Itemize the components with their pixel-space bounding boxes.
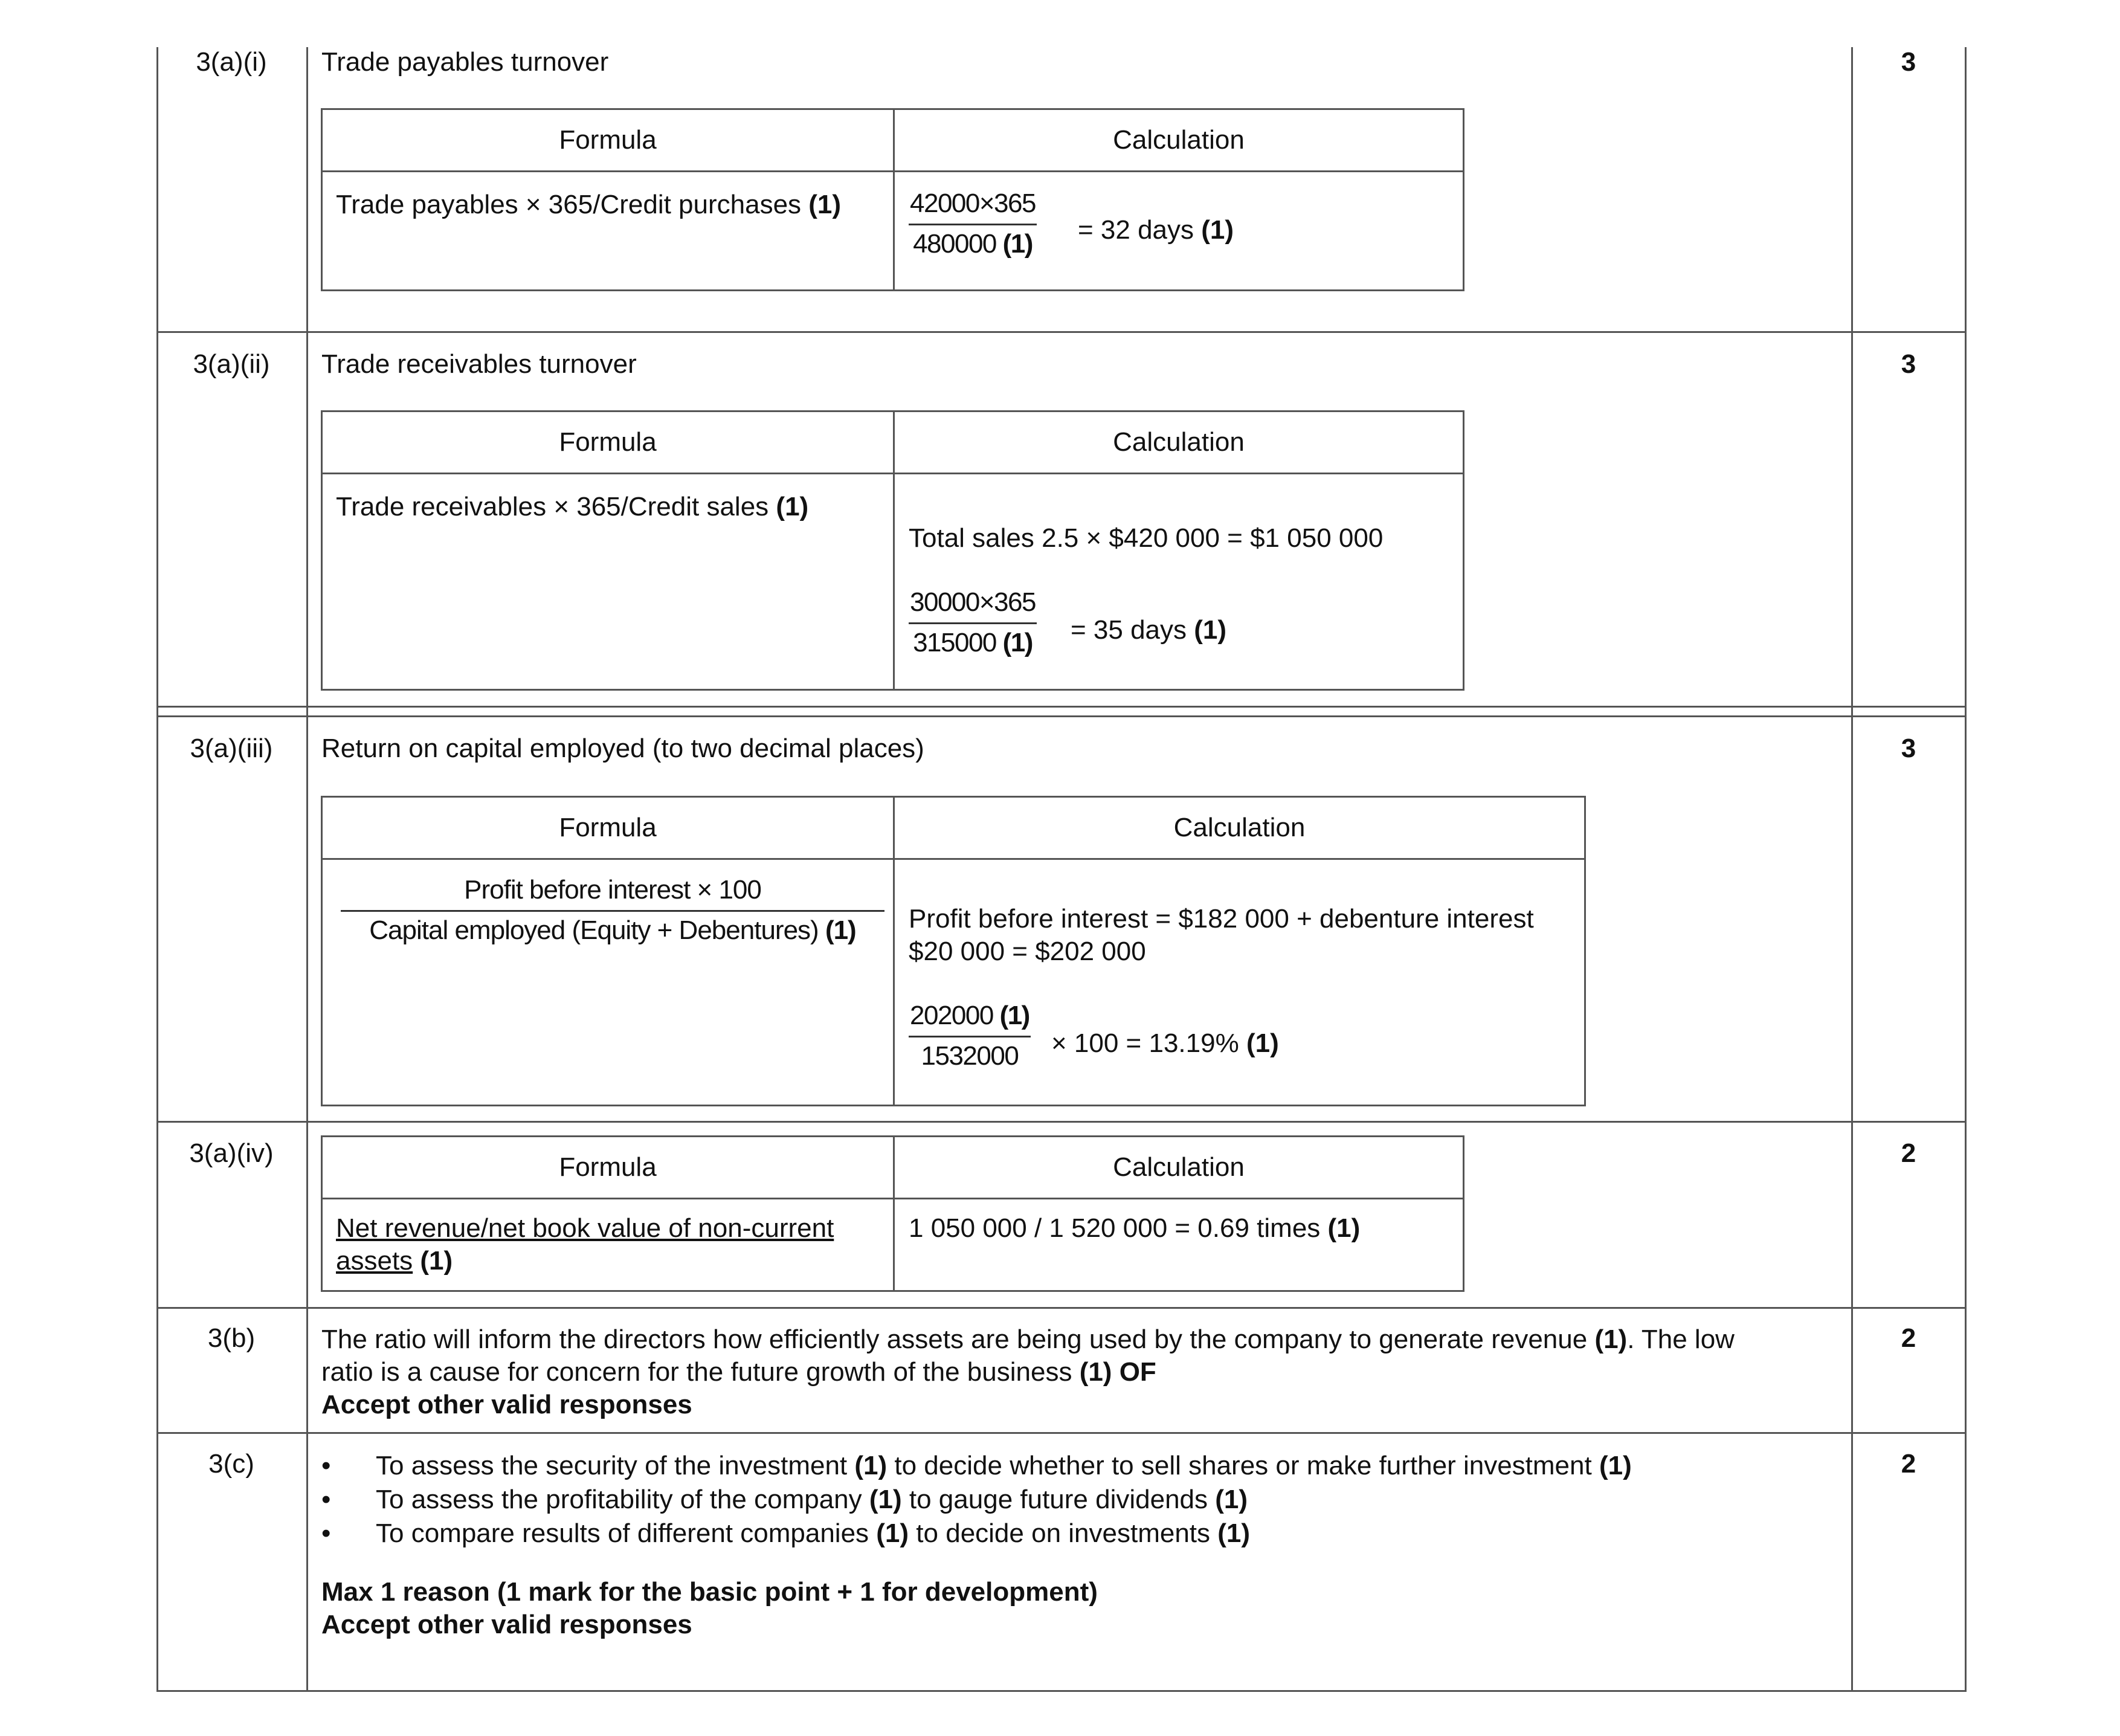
frame-bottom-border: [156, 1690, 1967, 1692]
answer-notes: Max 1 reason (1 mark for the basic point + 1 for development) Accept other valid responses: [321, 1577, 1098, 1639]
question-number: 3(a)(iv): [189, 1138, 274, 1168]
list-item: • To assess the profitability of the company (1) to gauge future dividends (1): [321, 1483, 1632, 1517]
frame-col-divider-2: [1851, 47, 1853, 1692]
row-heading: Trade receivables turnover: [321, 349, 637, 379]
formula-header: Formula: [559, 427, 657, 457]
calculation-line: Profit before interest = $182 000 + debenture interest $20 000 = $202 000: [909, 904, 1534, 966]
bullet-icon: •: [321, 1485, 331, 1514]
calculation-fraction: $\frac{202000 (1)}{1532000}$: [910, 1001, 1029, 1071]
calculation-result: × 100 = 13.19% (1): [1051, 1028, 1279, 1058]
frame-left-border: [156, 47, 158, 1692]
formula-header: Formula: [559, 813, 657, 842]
list-item: • To compare results of different companies (1) to decide on investments (1): [321, 1517, 1632, 1550]
row-divider: [156, 715, 1967, 717]
list-item: • To assess the security of the investment (1) to decide whether to sell shares or make further investment (1): [321, 1449, 1632, 1483]
formula-cell: Trade receivables × 365/Credit sales (1): [336, 492, 809, 521]
row-divider: [156, 331, 1967, 333]
calculation-cell: 1 050 000 / 1 520 000 = 0.69 times (1): [909, 1213, 1361, 1243]
calculation-result: = 35 days (1): [1071, 615, 1227, 645]
bullet-list: [321, 1449, 1632, 1550]
marks-value: 2: [1901, 1449, 1916, 1479]
calculation-header: Calculation: [1113, 1152, 1245, 1182]
marks-value: 3: [1901, 349, 1916, 379]
row-heading: Return on capital employed (to two decimal places): [321, 734, 924, 763]
calculation-header: Calculation: [1173, 813, 1306, 842]
formula-header: Formula: [559, 125, 657, 155]
formula-cell: Trade payables × 365/Credit purchases (1): [336, 190, 842, 219]
question-number: 3(c): [208, 1449, 254, 1479]
row-divider: [156, 1432, 1967, 1434]
calculation-fraction: $\frac{30000\times 365}{315000 (1)}$: [910, 587, 1036, 657]
formula-calculation-table: [321, 1135, 1464, 1292]
calculation-line: Total sales 2.5 × $420 000 = $1 050 000: [909, 523, 1384, 553]
formula-fraction: Profit before interest × 100 Capital employed (Equity + Debentures) (1): [341, 875, 884, 946]
marks-value: 2: [1901, 1323, 1916, 1353]
bullet-icon: •: [321, 1518, 331, 1548]
frame-col-divider-1: [306, 47, 308, 1692]
formula-calculation-table: [321, 410, 1464, 691]
question-number: 3(b): [207, 1323, 256, 1353]
calculation-header: Calculation: [1113, 125, 1245, 155]
question-number: 3(a)(iii): [190, 734, 273, 763]
marks-value: 3: [1901, 47, 1916, 77]
formula-cell: Net revenue/net book value of non-current assets (1): [336, 1213, 834, 1276]
question-number: 3(a)(i): [196, 47, 267, 77]
row-heading: Trade payables turnover: [321, 47, 609, 77]
formula-header: Formula: [559, 1152, 657, 1182]
row-divider: [156, 1307, 1967, 1309]
frame-right-border: [1965, 47, 1967, 1692]
bullet-icon: •: [321, 1451, 331, 1480]
calculation-header: Calculation: [1113, 427, 1245, 457]
question-number: 3(a)(ii): [193, 349, 270, 379]
answer-paragraph: The ratio will inform the directors how efficiently assets are being used by the company to generate revenue (1). The low ratio is a cause for concern for the future growth of the business (1) OF Accept other valid responses: [321, 1325, 1735, 1419]
calculation-fraction: $\frac{42000\times 365}{480000 (1)}$: [910, 189, 1036, 259]
formula-calculation-table: [321, 796, 1586, 1106]
calculation-result: = 32 days (1): [1078, 215, 1234, 245]
row-divider: [156, 706, 1967, 708]
row-divider: [156, 1121, 1967, 1123]
formula-calculation-table: [321, 108, 1464, 291]
marks-value: 3: [1901, 734, 1916, 763]
marks-value: 2: [1901, 1138, 1916, 1168]
